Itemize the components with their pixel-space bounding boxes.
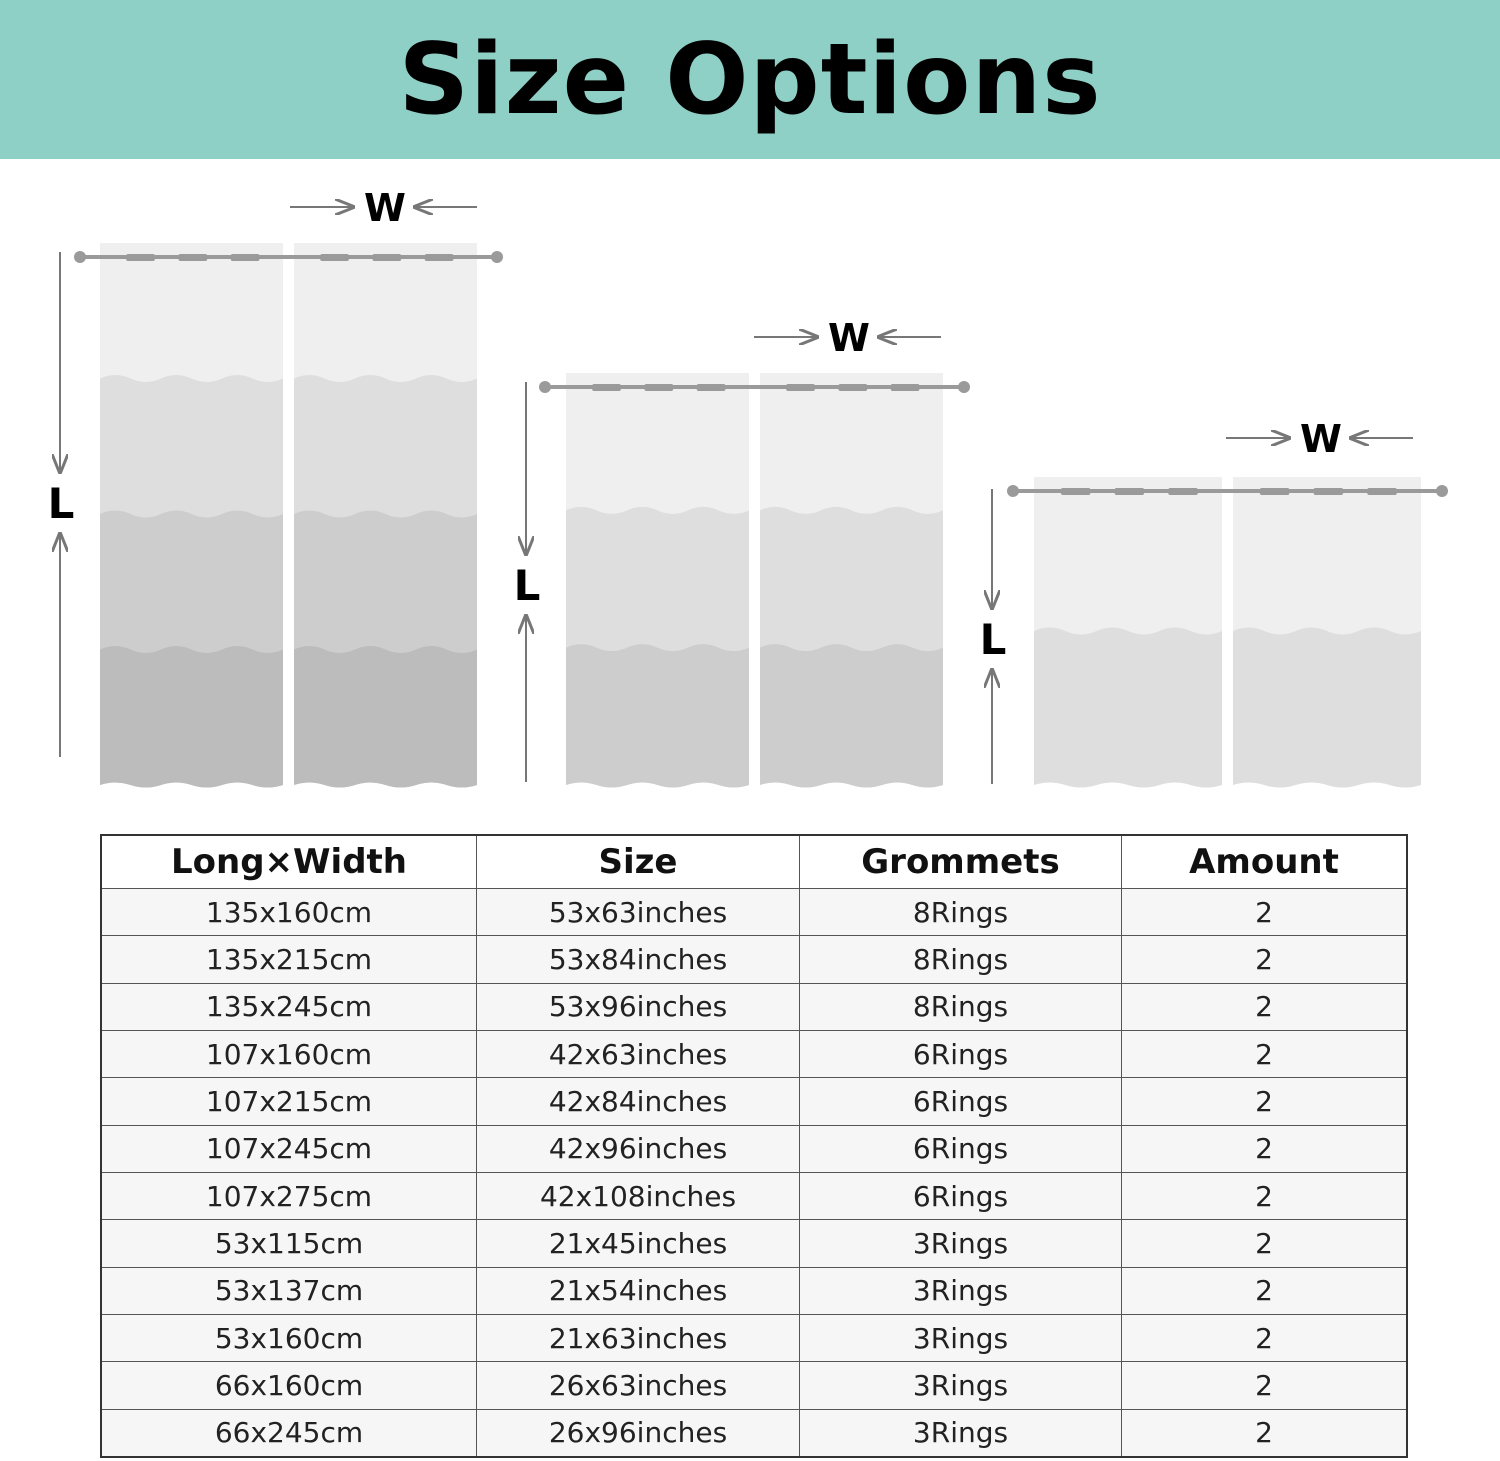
cell-amount: 2: [1122, 1409, 1408, 1457]
curtain-band: [566, 644, 749, 787]
rod-finial-icon: [1007, 485, 1019, 497]
cell-size: 21x63inches: [477, 1314, 800, 1361]
cell-size: 42x63inches: [477, 1030, 800, 1077]
table-row: [101, 983, 1407, 1030]
length-label: L: [979, 615, 1007, 664]
cell-long-width: 107x275cm: [101, 1172, 477, 1219]
cell-long-width: 135x215cm: [101, 936, 477, 983]
table-row: [101, 1172, 1407, 1219]
rod-finial-icon: [1436, 485, 1448, 497]
curtain-panel: [294, 243, 477, 788]
cell-grommets: 6Rings: [800, 1125, 1122, 1172]
cell-grommets: 3Rings: [800, 1409, 1122, 1457]
cell-grommets: 3Rings: [800, 1267, 1122, 1314]
curtain-band: [1034, 628, 1222, 788]
cell-amount: 2: [1122, 1172, 1408, 1219]
curtain-panel: [1034, 477, 1222, 788]
cell-size: 26x96inches: [477, 1409, 800, 1457]
cell-size: 53x63inches: [477, 889, 800, 936]
rod-finial-icon: [539, 381, 551, 393]
cell-grommets: 8Rings: [800, 983, 1122, 1030]
curtain-band: [294, 646, 477, 788]
cell-grommets: 3Rings: [800, 1314, 1122, 1361]
cell-long-width: 66x160cm: [101, 1362, 477, 1409]
page-title: Size Options: [398, 22, 1102, 137]
cell-size: 42x108inches: [477, 1172, 800, 1219]
table-row: [101, 1220, 1407, 1267]
curtain-panel: [566, 373, 749, 788]
table-row: [101, 936, 1407, 983]
cell-long-width: 107x215cm: [101, 1078, 477, 1125]
curtain-band: [760, 644, 943, 787]
cell-amount: 2: [1122, 889, 1408, 936]
cell-size: 21x45inches: [477, 1220, 800, 1267]
curtain-panel: [1233, 477, 1421, 788]
cell-grommets: 6Rings: [800, 1030, 1122, 1077]
table-row: [101, 1267, 1407, 1314]
cell-amount: 2: [1122, 936, 1408, 983]
cell-long-width: 107x245cm: [101, 1125, 477, 1172]
cell-long-width: 107x160cm: [101, 1030, 477, 1077]
cell-amount: 2: [1122, 1125, 1408, 1172]
curtain-band: [100, 646, 283, 788]
table-row: [101, 1362, 1407, 1409]
cell-grommets: 6Rings: [800, 1172, 1122, 1219]
table-row: [101, 1314, 1407, 1361]
width-label: W: [828, 316, 870, 360]
cell-grommets: 3Rings: [800, 1362, 1122, 1409]
table-row: [101, 889, 1407, 936]
length-label: L: [47, 479, 75, 528]
table-row: [101, 1078, 1407, 1125]
rod-finial-icon: [74, 251, 86, 263]
cell-long-width: 53x137cm: [101, 1267, 477, 1314]
cell-size: 42x84inches: [477, 1078, 800, 1125]
table-row: [101, 1125, 1407, 1172]
cell-amount: 2: [1122, 1220, 1408, 1267]
cell-long-width: 135x245cm: [101, 983, 477, 1030]
cell-size: 53x96inches: [477, 983, 800, 1030]
curtain-band: [1233, 628, 1421, 788]
column-header-long-width: Long×Width: [101, 835, 477, 889]
cell-size: 26x63inches: [477, 1362, 800, 1409]
curtain-size-diagram: [0, 160, 1500, 810]
rod-finial-icon: [958, 381, 970, 393]
curtain-panel: [100, 243, 283, 788]
size-table: [100, 834, 1408, 1458]
title-banner: [0, 0, 1500, 159]
width-label: W: [1300, 417, 1342, 461]
curtain-set-long: [48, 186, 503, 788]
cell-amount: 2: [1122, 1078, 1408, 1125]
cell-size: 42x96inches: [477, 1125, 800, 1172]
cell-amount: 2: [1122, 1267, 1408, 1314]
cell-long-width: 135x160cm: [101, 889, 477, 936]
table-row: [101, 1409, 1407, 1457]
cell-amount: 2: [1122, 983, 1408, 1030]
cell-grommets: 3Rings: [800, 1220, 1122, 1267]
rod-finial-icon: [491, 251, 503, 263]
cell-grommets: 8Rings: [800, 936, 1122, 983]
column-header-amount: Amount: [1122, 835, 1408, 889]
cell-grommets: 6Rings: [800, 1078, 1122, 1125]
width-label: W: [364, 186, 406, 230]
cell-long-width: 53x160cm: [101, 1314, 477, 1361]
column-header-size: Size: [477, 835, 800, 889]
table-row: [101, 1030, 1407, 1077]
cell-long-width: 66x245cm: [101, 1409, 477, 1457]
cell-amount: 2: [1122, 1314, 1408, 1361]
cell-long-width: 53x115cm: [101, 1220, 477, 1267]
cell-size: 21x54inches: [477, 1267, 800, 1314]
length-label: L: [513, 561, 541, 610]
curtain-set-short: [980, 417, 1448, 788]
column-header-grommets: Grommets: [800, 835, 1122, 889]
cell-grommets: 8Rings: [800, 889, 1122, 936]
table-body: [101, 889, 1407, 1458]
table-header-row: [101, 835, 1407, 889]
cell-amount: 2: [1122, 1362, 1408, 1409]
cell-size: 53x84inches: [477, 936, 800, 983]
cell-amount: 2: [1122, 1030, 1408, 1077]
curtain-set-medium: [514, 316, 970, 788]
curtain-panel: [760, 373, 943, 788]
